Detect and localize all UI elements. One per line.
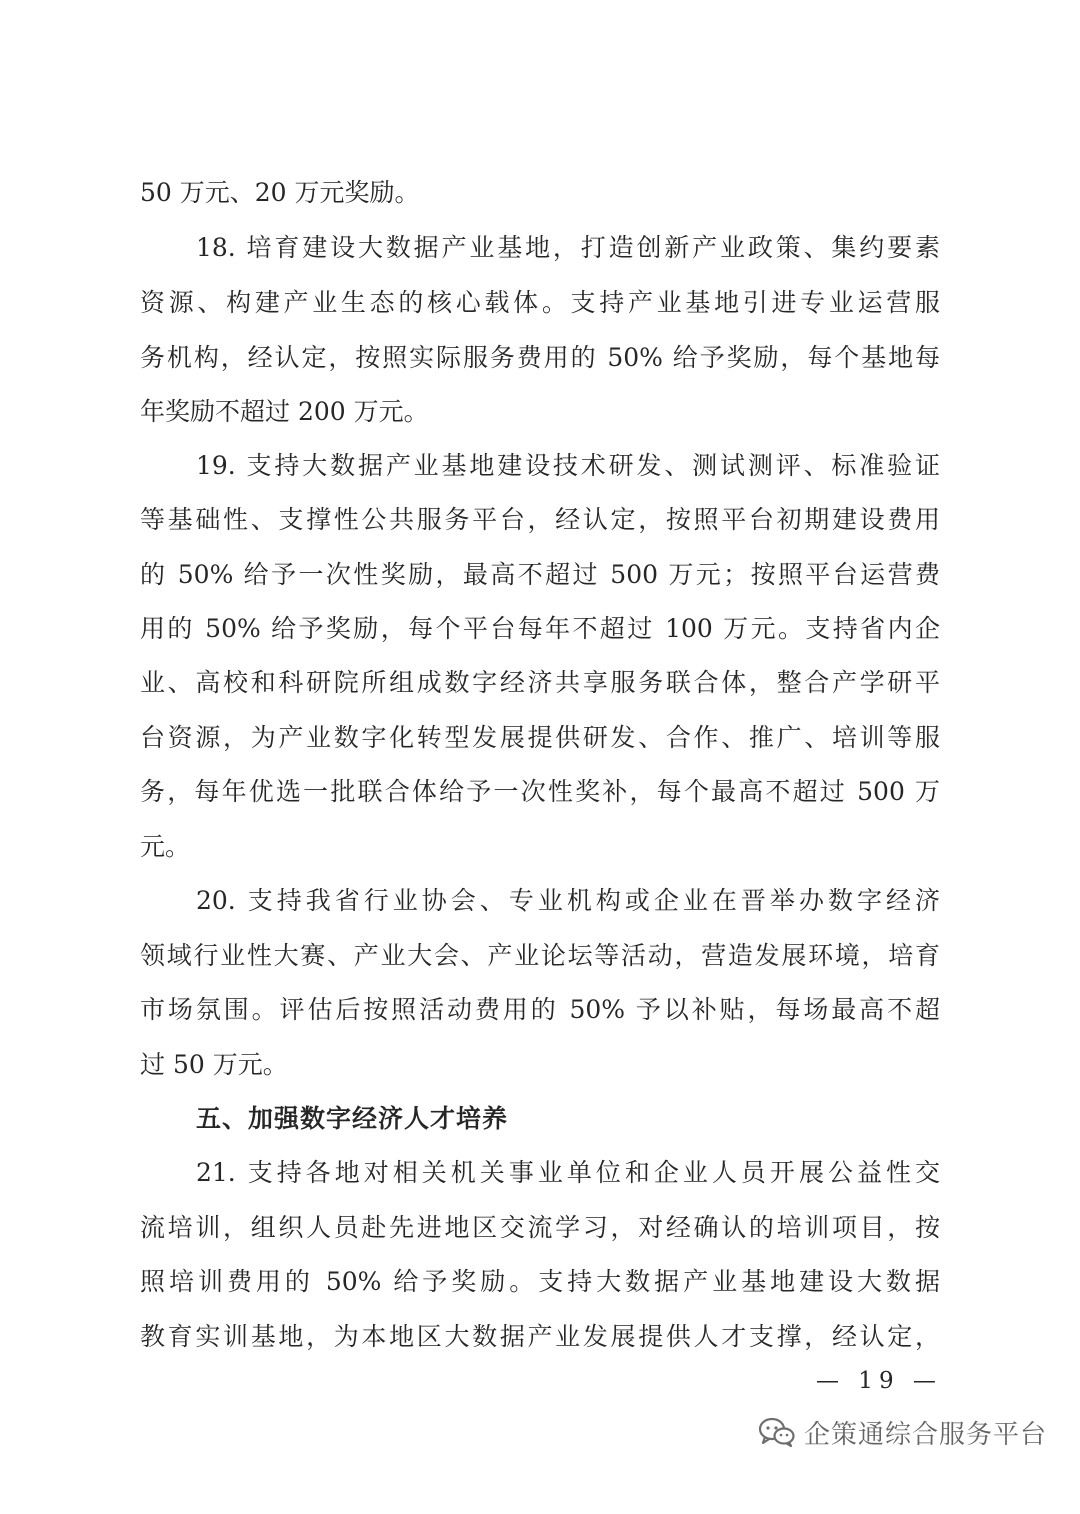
- text-line-12: 务，每年优选一批联合体给予一次性奖补，每个最高不超过 500 万: [140, 777, 940, 806]
- text-line-3: 资源、构建产业生态的核心载体。支持产业基地引进专业运营服: [140, 288, 940, 317]
- text-line-17: 过 50 万元。: [140, 1050, 288, 1079]
- text-line-5: 年奖励不超过 200 万元。: [140, 397, 429, 426]
- text-line-8: 的 50% 给予一次性奖励，最高不超过 500 万元；按照平台运营费: [140, 560, 940, 589]
- text-line-21: 教育实训基地，为本地区大数据产业发展提供人才支撑，经认定，: [140, 1322, 940, 1351]
- text-line-9: 用的 50% 给予奖励，每个平台每年不超过 100 万元。支持省内企: [140, 614, 940, 643]
- text-line-18: 21. 支持各地对相关机关事业单位和企业人员开展公益性交: [196, 1158, 940, 1187]
- watermark-text: 企策通综合服务平台: [804, 1419, 1048, 1450]
- text-line-1: 50 万元、20 万元奖励。: [140, 178, 420, 207]
- text-line-19: 流培训，组织人员赴先进地区交流学习，对经确认的培训项目，按: [140, 1213, 940, 1242]
- text-line-11: 台资源，为产业数字化转型发展提供研发、合作、推广、培训等服: [140, 723, 940, 752]
- wechat-icon: [758, 1416, 796, 1448]
- watermark: [758, 1412, 1047, 1452]
- text-line-2: 18. 培育建设大数据产业基地，打造创新产业政策、集约要素: [196, 233, 940, 262]
- text-line-4: 务机构，经认定，按照实际服务费用的 50% 给予奖励，每个基地每: [140, 343, 940, 372]
- text-line-13: 元。: [140, 832, 191, 861]
- page-number: — 19 —: [816, 1368, 942, 1394]
- text-line-6: 19. 支持大数据产业基地建设技术研发、测试测评、标准验证: [196, 451, 940, 480]
- text-line-7: 等基础性、支撑性公共服务平台，经认定，按照平台初期建设费用: [140, 505, 940, 534]
- text-line-20: 照培训费用的 50% 给予奖励。支持大数据产业基地建设大数据: [140, 1267, 940, 1296]
- section-heading: 五、加强数字经济人才培养: [196, 1104, 509, 1133]
- text-line-14: 20. 支持我省行业协会、专业机构或企业在晋举办数字经济: [196, 886, 940, 915]
- text-line-10: 业、高校和科研院所组成数字经济共享服务联合体，整合产学研平: [140, 668, 940, 697]
- text-line-15: 领域行业性大赛、产业大会、产业论坛等活动，营造发展环境，培育: [140, 941, 940, 970]
- text-line-16: 市场氛围。评估后按照活动费用的 50% 予以补贴，每场最高不超: [140, 995, 940, 1024]
